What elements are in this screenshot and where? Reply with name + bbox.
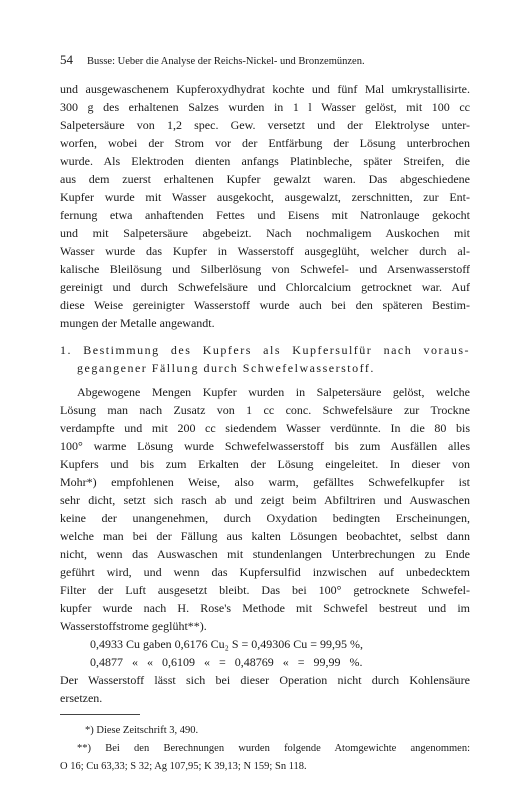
text-line: Filter der Luft ausgesetzt bleibt. Das bei 100° getrocknete Schwefel-	[60, 583, 470, 597]
text-line: Kupfers und bis zum Erkalten der Lösung eingeleitet. In dieser von	[60, 457, 470, 471]
text-line: diese Weise gereinigter Wasserstoff wurde auch bei den späteren Bestim-	[60, 298, 470, 312]
text-line: geführt wird, und wenn das Kupfersulfid inzwischen auf unbedecktem	[60, 565, 470, 579]
text-line: und mit Salpetersäure abgebeizt. Nach nochmaligem Auskochen mit	[60, 226, 470, 240]
text-line: aus dem zuerst erhaltenen Kupfer gewalzt waren. Das abgeschiedene	[60, 172, 470, 186]
footnote-rule	[60, 714, 140, 715]
text-line: Lösung man nach Zusatz von 1 cc conc. Schwefelsäure zur Trockne	[60, 403, 470, 417]
text-line: ersetzen.	[60, 691, 103, 705]
running-header	[60, 52, 470, 68]
text-line: sehr dicht, setzt sich rasch ab und zeigt beim Abfiltriren und Auswaschen	[60, 493, 470, 507]
text-line: worfen, wobei der Strom vor der Entfärbung der Lösung unterbrochen	[60, 136, 470, 150]
page-number: 54	[60, 52, 73, 67]
text-line: Kupfer wurde mit Wasser ausgekocht, ausgewalzt, zerschnitten, zur Ent-	[60, 190, 470, 204]
text-line: Salpetersäure von 1,2 spec. Gew. versetzt und der Elektrolyse unter-	[60, 118, 470, 132]
text-line: Wasserstoffstrome geglüht**).	[60, 619, 207, 633]
text-line: wurde. Als Elektroden dienten anfangs Platinbleche, später Streifen, die	[60, 154, 470, 168]
text-line: kalische Bleilösung und Silberlösung von Schwefel- und Arsenwasserstoff	[60, 262, 470, 276]
footnote: O 16; Cu 63,33; S 32; Ag 107,95; K 39,13; N 159; Sn 118.	[60, 761, 307, 772]
text-line: Der Wasserstoff lässt sich bei dieser Operation nicht durch Kohlensäure	[60, 673, 470, 687]
footnote: *) Diese Zeitschrift 3, 490.	[85, 725, 199, 736]
text-line: welche man bei der Fällung aus kalten Lösungen beobachtet, selbst dann	[60, 529, 470, 543]
footnote: **) Bei den Berechnungen wurden folgende Atomgewichte angenommen:	[77, 743, 470, 754]
text-line: Mohr*) empfohlenen Weise, also warm, gefälltes Schwefelkupfer ist	[60, 475, 470, 489]
text-line: Abgewogene Mengen Kupfer wurden in Salpetersäure gelöst, welche	[77, 385, 470, 399]
text-line: keine der unangenehmen, durch Oxydation bedingten Erscheinungen,	[60, 511, 470, 525]
text-line: Wasser wurde das Kupfer in Wasserstoff ausgeglüht, welcher durch al-	[60, 244, 470, 258]
section-heading: 1. Bestimmung des Kupfers als Kupfersulfür nach voraus-	[60, 343, 470, 357]
result-line: 0,4877 « « 0,6109 « = 0,48769 « = 99,99 %.	[90, 655, 363, 669]
text-line: 300 g des erhaltenen Salzes wurden in 1 l Wasser gelöst, mit 100 cc	[60, 100, 470, 114]
text-line: gereinigt und durch Schwefelsäure und Chlorcalcium getrocknet war. Auf	[60, 280, 470, 294]
text-line: nicht, wenn das Auswaschen mit stundenlangen Unterbrechungen zu Ende	[60, 547, 470, 561]
text-line: mungen der Metalle angewandt.	[60, 316, 215, 330]
text-line: kupfer wurde nach H. Rose's Methode mit Schwefel bestreut und im	[60, 601, 470, 615]
text-line: und ausgewaschenem Kupferoxydhydrat kochte und fünf Mal umkrystallisirte.	[60, 82, 470, 96]
section-heading: gegangener Fällung durch Schwefelwasserstoff.	[77, 361, 375, 375]
text-line: 100° warme Lösung wurde Schwefelwasserstoff bis zum Ausfällen alles	[60, 439, 470, 453]
text-line: verdampfte und mit 200 cc siedendem Wasser verdünnte. In die 80 bis	[60, 421, 470, 435]
result-line: 0,4933 Cu gaben 0,6176 Cu₂ S = 0,49306 Cu = 99,95 %,	[90, 637, 364, 651]
running-title: Busse: Ueber die Analyse der Reichs-Nickel- und Bronzemünzen.	[87, 56, 365, 67]
text-line: fernung etwa anhaftenden Fettes und Eisens mit Natronlauge gekocht	[60, 208, 470, 222]
